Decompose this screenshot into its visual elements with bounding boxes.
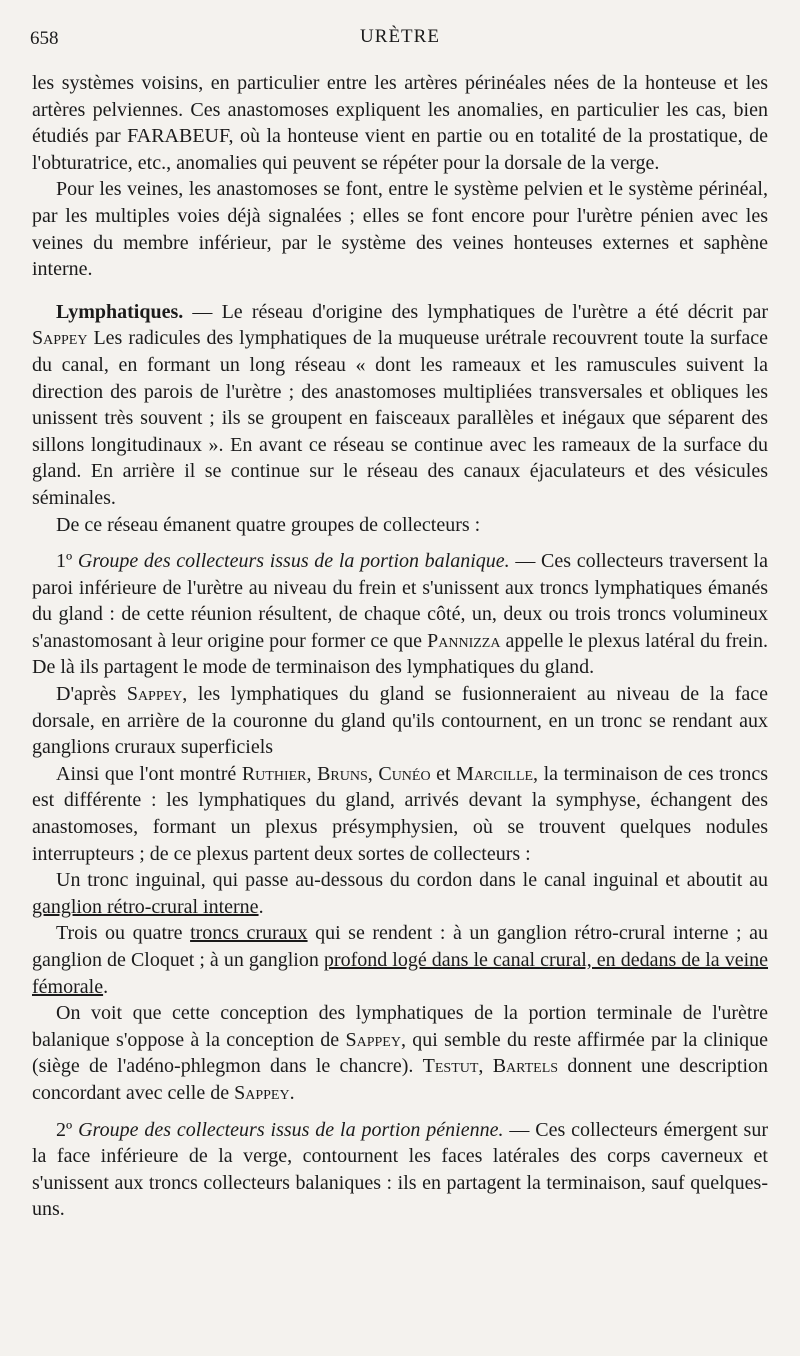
underlined-text: profond logé dans le canal crural, en dedans de la veine fémorale (32, 949, 769, 998)
paragraph-1: les systèmes voisins, en particulier entre les artères périnéales nées de la honteuse et les artères pelviennes. Ces anastomoses expliquent les anomalies, en particulier les cas, bien étudiés par FARABEUF, où la honteuse vient en partie ou en totalité de la prostatique, de l'obturatrice, etc., anomalies qui peuvent se répéter pour la dorsale de la verge. (32, 72, 768, 174)
text-run: Trois ou quatre (56, 922, 191, 945)
subsection-heading-penienne: Groupe des collecteurs issus de la portion pénienne. (78, 1118, 504, 1141)
author-name: Cunéo (378, 762, 431, 785)
text-run: . (289, 1081, 295, 1104)
running-head: URÈTRE (360, 26, 440, 47)
paragraph-4: De ce réseau émanent quatre groupes de collecteurs : (56, 513, 481, 536)
separator: et (430, 762, 457, 785)
author-name: Marcille (456, 762, 534, 785)
text-run: . (103, 975, 109, 998)
paragraph-6 (32, 681, 768, 761)
underlined-text: ganglion rétro-crural interne (32, 895, 259, 918)
text-run: appelle le plexus latéral du frein. De là ils partagent le mode de terminaison des lymphatiques du gland. (32, 629, 768, 679)
separator: , (367, 762, 379, 785)
text-run: — Ces collecteurs émergent sur la face inférieure de la verge, contournent les faces latérales des corps caverneux et s'unissent aux troncs collecteurs balaniques : ils en partagent la terminaison, sauf quelques-uns. (32, 1118, 768, 1221)
text-run: , les lymphatiques du gland se fusionneraient au niveau de la face dorsale, en arrière de la couronne du gland qu'ils contournent, en un tronc se rendant aux ganglions cruraux superficiels (32, 683, 768, 759)
underlined-text: troncs cruraux (190, 922, 308, 945)
paragraph-9 (32, 920, 768, 1000)
group-number: 2º (56, 1118, 79, 1141)
section-heading-lymphatiques: Lymphatiques. (56, 300, 184, 323)
author-name: Sappey (345, 1028, 401, 1051)
subsection-heading-balanique: Groupe des collecteurs issus de la portion balanique. (77, 550, 510, 573)
paragraph-group-1 (32, 548, 768, 681)
separator: , (306, 762, 318, 785)
author-name: Sappey (32, 327, 88, 350)
paragraph-2: Pour les veines, les anastomoses se font, entre le système pelvien et le système périnéal, par les multiples voies déjà signalées ; elles se font encore pour l'urètre pénien avec les veines du membre inférieur, par le système des veines honteuses externes et saphène interne. (32, 178, 768, 281)
text-run: Un tronc inguinal, qui passe au-dessous du cordon dans le canal inguinal et aboutit au (56, 869, 768, 892)
author-name: Pannizza (427, 629, 501, 652)
text-run: D'après (56, 683, 127, 706)
paragraph-lymphatiques (32, 299, 768, 512)
paragraph-7 (32, 761, 768, 867)
author-name: Sappey (234, 1081, 290, 1104)
author-name: Bartels (492, 1055, 559, 1078)
author-name: Ruthier (241, 762, 307, 785)
text-run: On voit que cette conception des lymphatiques de la portion terminale de l'urètre balanique s'oppose à la conception de (32, 1002, 768, 1051)
paragraph-group-2 (32, 1117, 768, 1223)
text-run: . (258, 895, 264, 918)
page-number: 658 (30, 28, 59, 49)
text-run: donnent une description concordant avec celle de (32, 1055, 769, 1104)
text-run: Les radicules des lymphatiques de la muqueuse urétrale recouvrent toute la surface du canal, en formant un long réseau « dont les rameaux et les ramuscules suivent la direction des parois de l'urètre ; des anastomoses multipliées transversales et obliques les unissent très souvent ; ils se groupent en faisceaux parallèles et inégaux que séparent des sillons longitudinaux ». En avant ce réseau se continue avec les rameaux de la surface du gland. En arrière il se continue sur le réseau des canaux éjaculateurs et des vésicules séminales. (32, 327, 768, 509)
text-run: — Ces collecteurs traversent la paroi inférieure de l'urètre au niveau du frein et s'unissent aux troncs lymphatiques émanés du gland : de cette réunion résultent, de chaque côté, un, deux ou trois troncs volumineux s'anastomosant à leur origine pour former ce que (32, 550, 768, 652)
paragraph-8 (32, 867, 768, 920)
text-run: qui se rendent : à un ganglion rétro-crural interne ; au ganglion de Cloquet ; à un ganglion (32, 922, 769, 971)
separator: , (478, 1055, 493, 1078)
author-name: Sappey (126, 683, 183, 706)
paragraph-10 (32, 1000, 768, 1106)
text-run: , qui semble du reste affirmée par la clinique (siège de l'adéno-phlegmon dans le chancre). (32, 1028, 769, 1078)
group-number: 1º (56, 550, 78, 573)
text-run: , la terminaison de ces troncs est différente : les lymphatiques du gland, arrivés devant la symphyse, échangent des anastomoses, formant un plexus présymphysien, où se trouvent quelques nodules interrupteurs ; de ce plexus partent deux sortes de collecteurs : (32, 762, 769, 865)
body-text (32, 70, 768, 1223)
text-run: — Le réseau d'origine des lymphatiques de l'urètre a été décrit par (183, 300, 768, 323)
text-run: Ainsi que l'ont montré (56, 762, 242, 785)
author-name: Testut (422, 1055, 479, 1078)
author-name: Bruns (317, 762, 368, 785)
